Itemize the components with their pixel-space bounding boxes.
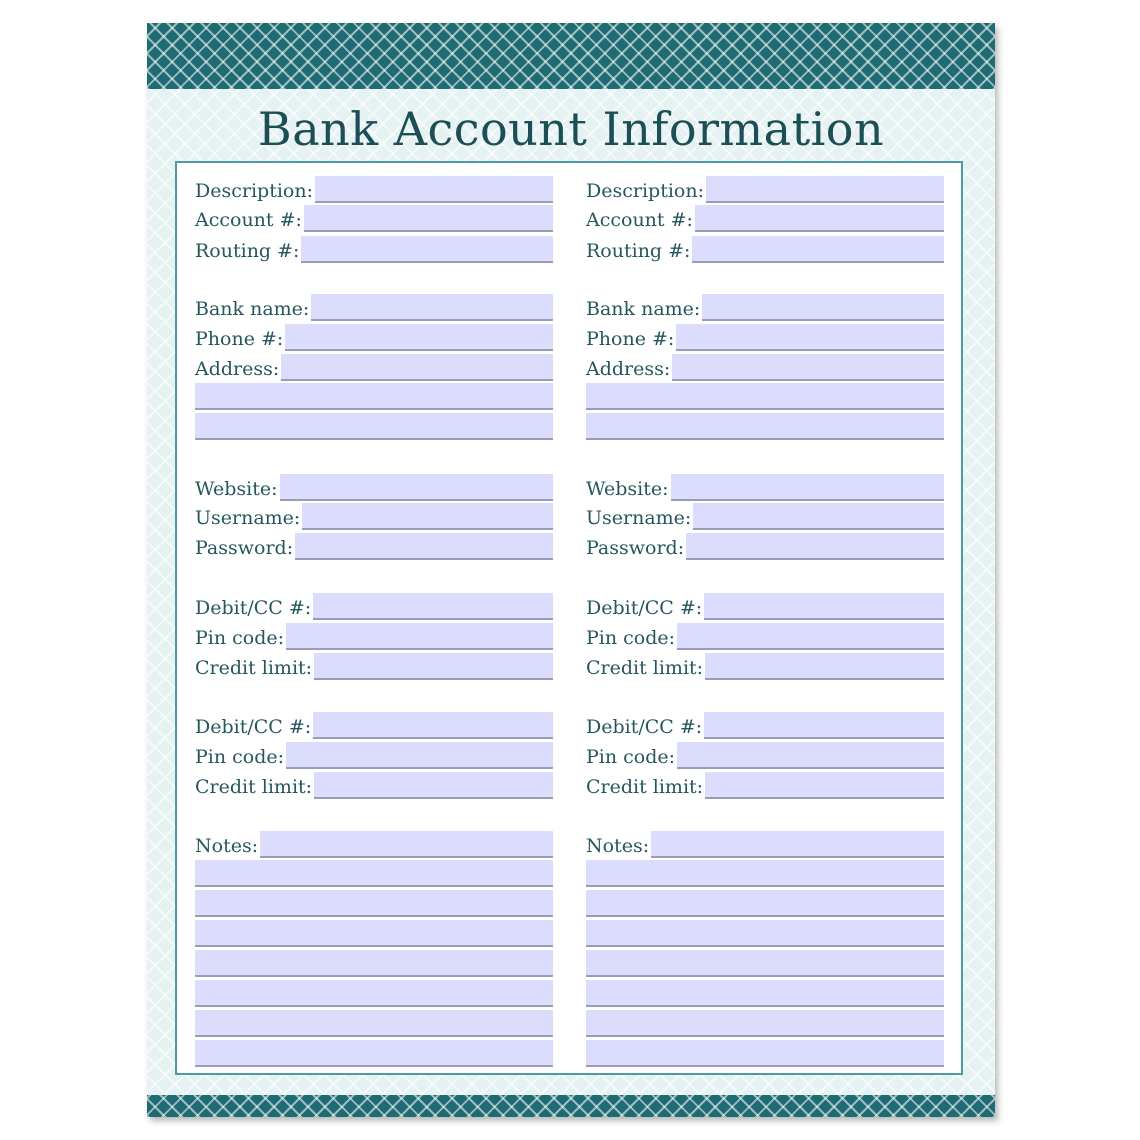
password-field[interactable] (295, 533, 553, 560)
notes-label: Notes: (586, 835, 650, 857)
debit-cc-label: Debit/CC #: (195, 716, 312, 738)
right-account-row (586, 205, 944, 232)
right-phone-row (586, 324, 944, 351)
credit-limit-field[interactable] (705, 653, 944, 680)
left-notes-row (195, 831, 553, 858)
account-column-right (586, 163, 944, 1073)
account-field[interactable] (304, 205, 553, 232)
form-sheet (147, 23, 995, 1117)
credit-limit-label: Credit limit: (195, 776, 313, 798)
left-pin-row (195, 742, 553, 769)
routing-label: Routing #: (586, 240, 691, 262)
notes-field[interactable] (651, 831, 944, 858)
website-label: Website: (195, 478, 278, 500)
pin-label: Pin code: (586, 746, 676, 768)
phone-label: Phone #: (586, 328, 675, 350)
address-field[interactable] (281, 354, 553, 381)
right-debit-cc-row (586, 593, 944, 620)
credit-limit-label: Credit limit: (195, 657, 313, 679)
chevron-band-top (147, 23, 995, 89)
description-label: Description: (195, 180, 313, 202)
pin-field[interactable] (677, 623, 944, 650)
routing-field[interactable] (301, 236, 553, 263)
right-extra-line-field[interactable] (586, 890, 944, 917)
credit-limit-field[interactable] (314, 653, 553, 680)
left-extra-line-field[interactable] (195, 860, 553, 887)
left-extra-line-field[interactable] (195, 950, 553, 977)
right-extra-line-field[interactable] (586, 980, 944, 1007)
address-label: Address: (586, 358, 671, 380)
credit-limit-label: Credit limit: (586, 776, 704, 798)
right-extra-line-field[interactable] (586, 860, 944, 887)
right-notes-row (586, 831, 944, 858)
account-column-left (195, 163, 553, 1073)
left-routing-row (195, 236, 553, 263)
left-debit-cc-row (195, 593, 553, 620)
description-label: Description: (586, 180, 704, 202)
right-extra-line-field[interactable] (586, 1040, 944, 1067)
left-extra-line-field[interactable] (195, 1040, 553, 1067)
right-extra-line-field[interactable] (586, 920, 944, 947)
phone-label: Phone #: (195, 328, 284, 350)
left-phone-row (195, 324, 553, 351)
page-title: Bank Account Information (257, 102, 885, 156)
left-credit-limit-row (195, 653, 553, 680)
right-pin-row (586, 623, 944, 650)
pin-field[interactable] (286, 742, 553, 769)
username-label: Username: (586, 507, 692, 529)
debit-cc-field[interactable] (704, 593, 944, 620)
pin-label: Pin code: (195, 746, 285, 768)
account-field[interactable] (695, 205, 944, 232)
username-label: Username: (195, 507, 301, 529)
left-description-row (195, 176, 553, 203)
routing-label: Routing #: (195, 240, 300, 262)
bank-name-label: Bank name: (586, 298, 701, 320)
right-password-row (586, 533, 944, 560)
chevron-band-bottom (147, 1095, 995, 1117)
right-routing-row (586, 236, 944, 263)
routing-field[interactable] (692, 236, 944, 263)
credit-limit-field[interactable] (314, 772, 553, 799)
right-credit-limit-row (586, 772, 944, 799)
right-description-row (586, 176, 944, 203)
website-field[interactable] (280, 474, 554, 501)
website-field[interactable] (671, 474, 945, 501)
bank-name-field[interactable] (702, 294, 944, 321)
right-debit-cc-row (586, 712, 944, 739)
notes-label: Notes: (195, 835, 259, 857)
password-field[interactable] (686, 533, 944, 560)
description-field[interactable] (315, 176, 553, 203)
right-credit-limit-row (586, 653, 944, 680)
right-website-row (586, 474, 944, 501)
left-website-row (195, 474, 553, 501)
password-label: Password: (586, 537, 685, 559)
pin-label: Pin code: (586, 627, 676, 649)
form-panel (175, 161, 963, 1075)
right-bank-name-row (586, 294, 944, 321)
pin-label: Pin code: (195, 627, 285, 649)
bank-name-field[interactable] (311, 294, 553, 321)
phone-field[interactable] (285, 324, 553, 351)
notes-field[interactable] (260, 831, 553, 858)
left-extra-line-field[interactable] (195, 980, 553, 1007)
website-label: Website: (586, 478, 669, 500)
left-password-row (195, 533, 553, 560)
password-label: Password: (195, 537, 294, 559)
left-debit-cc-row (195, 712, 553, 739)
debit-cc-label: Debit/CC #: (195, 597, 312, 619)
debit-cc-field[interactable] (704, 712, 944, 739)
account-label: Account #: (195, 209, 302, 231)
right-username-row (586, 503, 944, 530)
left-extra-line-field[interactable] (195, 1010, 553, 1037)
left-extra-line-field[interactable] (195, 413, 553, 440)
left-credit-limit-row (195, 772, 553, 799)
debit-cc-label: Debit/CC #: (586, 597, 703, 619)
left-extra-line-field[interactable] (195, 920, 553, 947)
right-address-row (586, 354, 944, 381)
phone-field[interactable] (676, 324, 944, 351)
left-bank-name-row (195, 294, 553, 321)
address-field[interactable] (672, 354, 944, 381)
credit-limit-field[interactable] (705, 772, 944, 799)
debit-cc-field[interactable] (313, 593, 553, 620)
debit-cc-field[interactable] (313, 712, 553, 739)
pin-field[interactable] (677, 742, 944, 769)
left-extra-line-field[interactable] (195, 890, 553, 917)
left-account-row (195, 205, 553, 232)
left-username-row (195, 503, 553, 530)
address-label: Address: (195, 358, 280, 380)
debit-cc-label: Debit/CC #: (586, 716, 703, 738)
right-extra-line-field[interactable] (586, 950, 944, 977)
left-address-row (195, 354, 553, 381)
left-extra-line-field[interactable] (195, 383, 553, 410)
account-label: Account #: (586, 209, 693, 231)
right-extra-line-field[interactable] (586, 383, 944, 410)
username-field[interactable] (302, 503, 553, 530)
right-extra-line-field[interactable] (586, 1010, 944, 1037)
pin-field[interactable] (286, 623, 553, 650)
left-pin-row (195, 623, 553, 650)
right-pin-row (586, 742, 944, 769)
credit-limit-label: Credit limit: (586, 657, 704, 679)
description-field[interactable] (706, 176, 944, 203)
username-field[interactable] (693, 503, 944, 530)
right-extra-line-field[interactable] (586, 413, 944, 440)
bank-name-label: Bank name: (195, 298, 310, 320)
